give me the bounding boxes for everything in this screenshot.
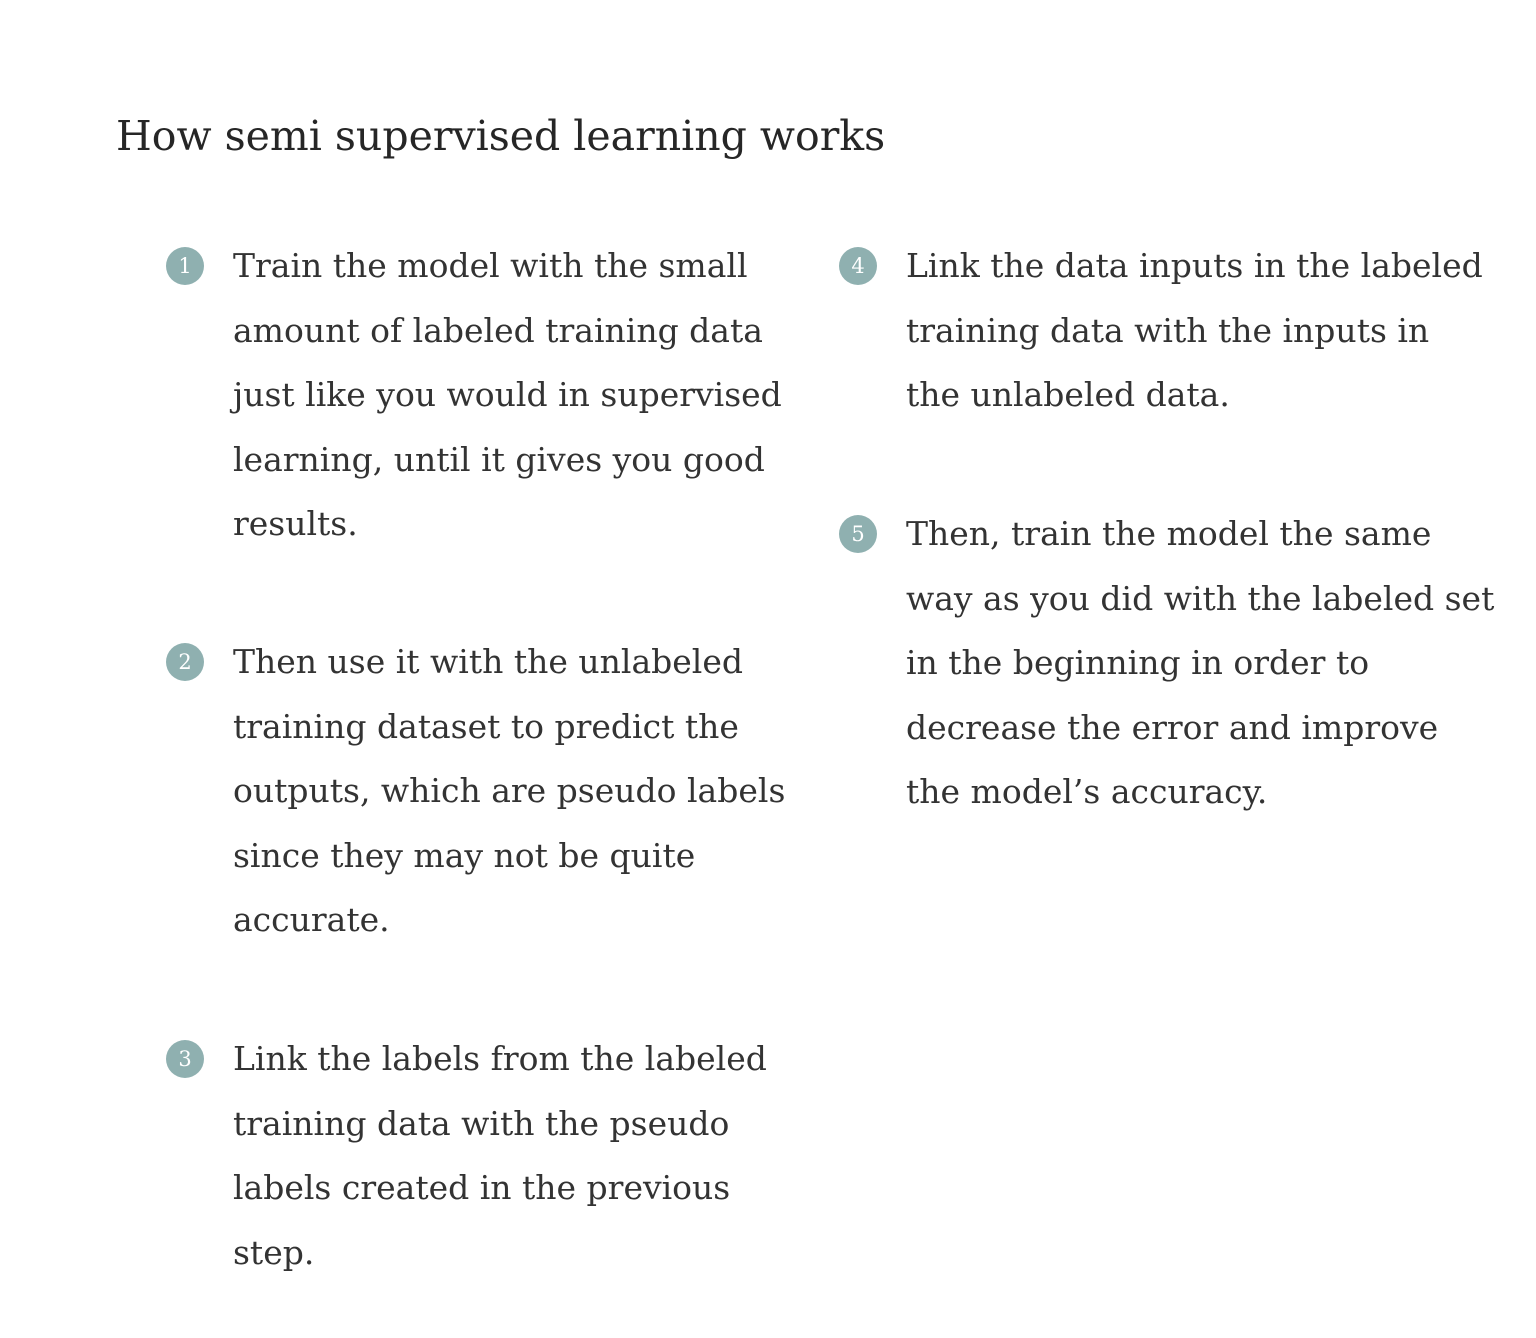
page-title: How semi supervised learning works xyxy=(116,112,886,160)
step-text: Train the model with the small amount of labeled training data just like you would in supervised learning, until it gives you good results. xyxy=(233,246,782,543)
step-number-badge: 2 xyxy=(166,643,204,681)
step-text: Link the data inputs in the labeled training data with the inputs in the unlabeled data. xyxy=(906,246,1483,414)
step-number-badge: 1 xyxy=(166,247,204,285)
step-text: Then, train the model the same way as you did with the labeled set in the beginning in order to decrease the error and improve the model’s accuracy. xyxy=(906,514,1495,811)
step-text: Then use it with the unlabeled training dataset to predict the outputs, which are pseudo labels since they may not be quite accurate. xyxy=(233,642,786,939)
step-text: Link the labels from the labeled training data with the pseudo labels created in the previous step. xyxy=(233,1039,767,1272)
step-number-badge: 5 xyxy=(839,515,877,553)
step-number-badge: 4 xyxy=(839,247,877,285)
step-number-badge: 3 xyxy=(166,1040,204,1078)
